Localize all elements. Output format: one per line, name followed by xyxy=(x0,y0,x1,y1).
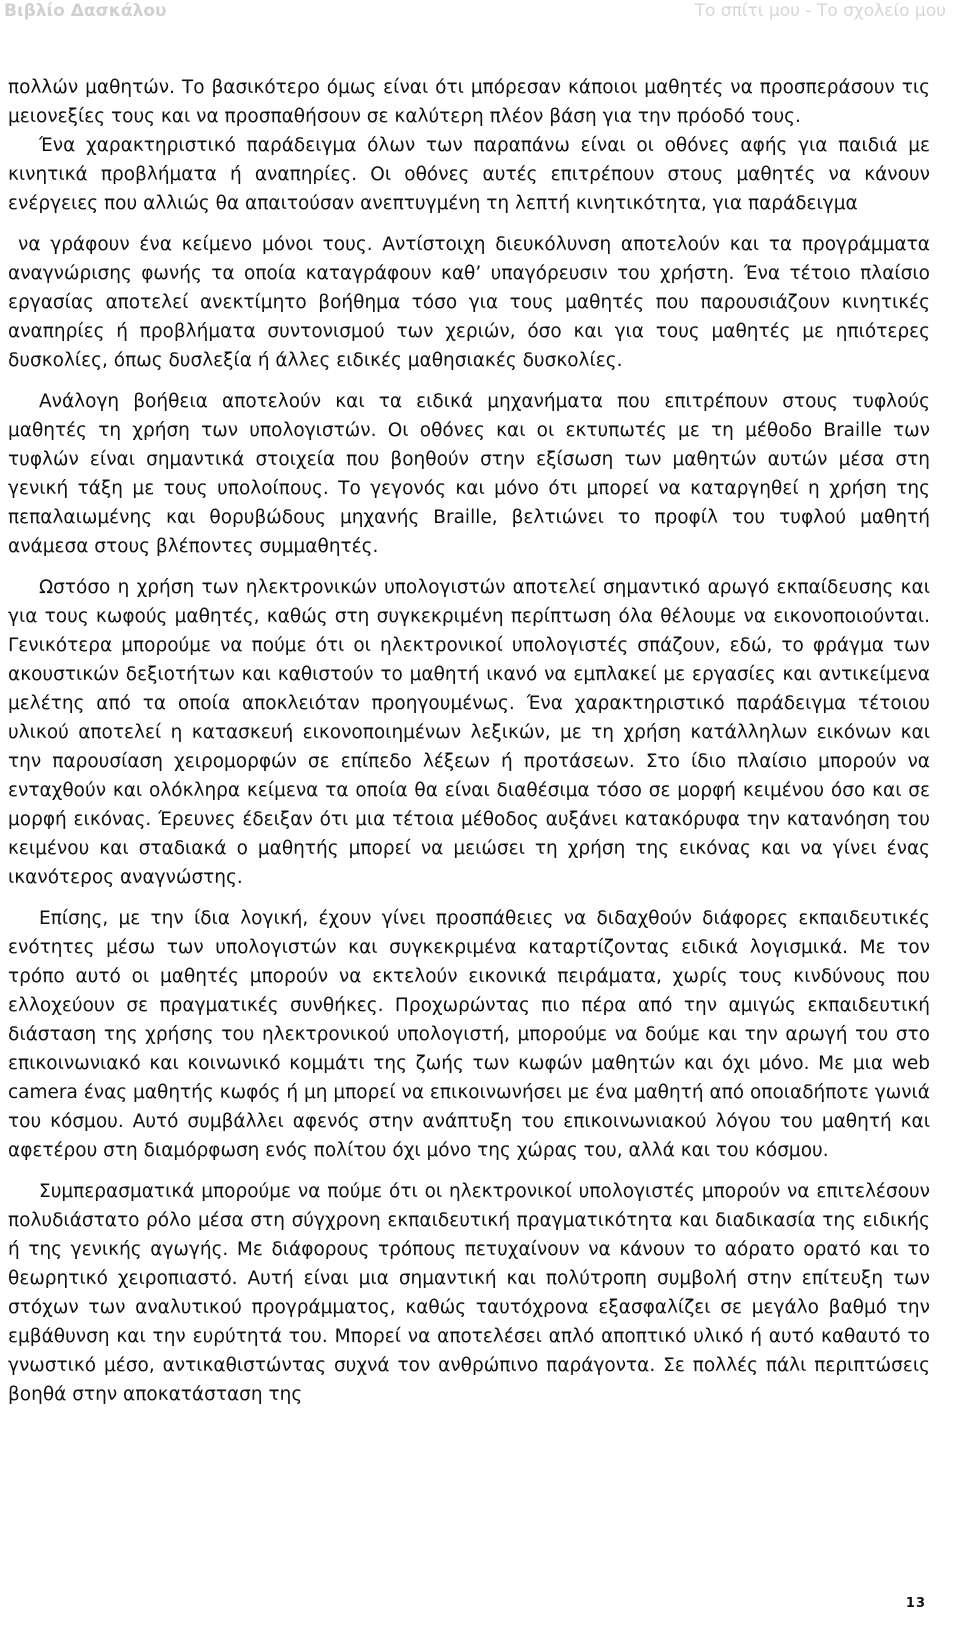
paragraph: Ωστόσο η χρήση των ηλεκτρονικών υπολογιστών αποτελεί σημαντικό αρωγό εκπαίδευσης και για τους κωφούς μαθητές, καθώς στη συγκεκριμένη περίπτωση όλα θέλουμε να εικονοποιούνται. Γενικότερα μπορούμε να πούμε ότι οι ηλεκτρονικοί υπολογιστές σπάζουν, εδώ, το φράγμα των ακουστικών δεξιοτήτων και καθιστούν το μαθητή ικανό να εμπλακεί με εργασίες και αντικείμενα μελέτης από τα οποία αποκλειόταν προηγουμένως. Ένα χαρακτηριστικό παράδειγμα τέτοιου υλικού αποτελεί η κατασκευή εικονοποιημένων λεξικών, με τη χρήση κατάλληλων εικόνων και την παρουσίαση χειρομορφών σε επίπεδο λέξεων ή προτάσεων. Στο ίδιο πλαίσιο μπορούν να ενταχθούν και ολόκληρα κείμενα τα οποία θα είναι διαθέσιμα τόσο σε μορφή κειμένου όσο και σε μορφή εικόνας. Έρευνες έδειξαν ότι μια τέτοια μέθοδος αυξάνει κατακόρυφα την κατανόηση του κειμένου και σταδιακά ο μαθητής μπορεί να μειώσει τη χρήση της εικόνας και να γίνει ένας ικανότερος αναγνώστης. xyxy=(8,577,930,888)
chapter-title: Το σπίτι μου - Το σχολείο μου xyxy=(694,1,946,21)
page-number: 13 xyxy=(905,1596,926,1611)
paragraph: Ένα χαρακτηριστικό παράδειγμα όλων των παραπάνω είναι οι οθόνες αφής για παιδιά με κινητικά προβλήματα ή αναπηρίες. Οι οθόνες αυτές επιτρέπουν στους μαθητές να κάνουν ενέργειες που αλλιώς θα απαιτούσαν ανεπτυγμένη τη λεπτή κινητικότητα, για παράδειγμα xyxy=(8,135,930,214)
paragraph: πολλών μαθητών. Το βασικότερο όμως είναι ότι μπόρεσαν κάποιοι μαθητές να προσπεράσουν τις μειονεξίες τους και να προσπαθήσουν σε καλύτερη πλέον βάση για την πρόοδό τους. xyxy=(8,77,930,127)
book-title: Βιβλίο Δασκάλου xyxy=(4,1,167,21)
paragraph: Ανάλογη βοήθεια αποτελούν και τα ειδικά μηχανήματα που επιτρέπουν στους τυφλούς μαθητές τη χρήση των υπολογιστών. Οι οθόνες και οι εκτυπωτές με τη μέθοδο Braille των τυφλών είναι σημαντικά στοιχεία που βοηθούν στην εξίσωση των μαθητών αυτών μέσα στη γενική τάξη με τους υπολοίπους. Το γεγονός και μόνο ότι μπορεί να καταργηθεί η χρήση της πεπαλαιωμένης και θορυβώδους μηχανής Braille, βελτιώνει το προφίλ του τυφλού μαθητή ανάμεσα στους βλέποντες συμμαθητές. xyxy=(8,391,930,557)
paragraph: Επίσης, με την ίδια λογική, έχουν γίνει προσπάθειες να διδαχθούν διάφορες εκπαιδευτικές ενότητες μέσω των υπολογιστών και συγκεκριμένα καταρτίζοντας ειδικά λογισμικά. Με τον τρόπο αυτό οι μαθητές μπορούν να εκτελούν εικονικά πειράματα, χωρίς τους κινδύνους που ελλοχεύουν σε πραγματικές συνθήκες. Προχωρώντας πιο πέρα από την αμιγώς εκπαιδευτική διάσταση της χρήσης του ηλεκτρονικού υπολογιστή, μπορούμε να δούμε και την αρωγή του στο επικοινωνιακό και κοινωνικό κομμάτι της ζωής των κωφών μαθητών και όχι μόνο. Με μια web camera ένας μαθητής κωφός ή μη μπορεί να επικοινωνήσει με ένα μαθητή από οποιαδήποτε γωνιά του κόσμου. Αυτό συμβάλλει αφενός στην ανάπτυξη του επικοινωνιακού λόγου του μαθητή και αφετέρου στη διαμόρφωση ενός πολίτου όχι μόνο της χώρας του, αλλά και του κόσμου. xyxy=(8,908,930,1161)
paragraph: να γράφουν ένα κείμενο μόνοι τους. Αντίστοιχη διευκόλυνση αποτελούν και τα προγράμματα αναγνώρισης φωνής τα οποία καταγράφουν καθ’ υπαγόρευσιν του χρήστη. Ένα τέτοιο πλαίσιο εργασίας αποτελεί ανεκτίμητο βοήθημα τόσο για τους μαθητές που παρουσιάζουν κινητικές αναπηρίες ή προβλήματα συντονισμού των χεριών, όσο και για τους μαθητές με ηπιότερες δυσκολίες, όπως δυσλεξία ή άλλες ειδικές μαθησιακές δυσκολίες. xyxy=(8,234,930,371)
page-body xyxy=(8,73,930,1409)
page-header xyxy=(0,0,960,24)
paragraph: Συμπερασματικά μπορούμε να πούμε ότι οι ηλεκτρονικοί υπολογιστές μπορούν να επιτελέσουν πολυδιάστατο ρόλο μέσα στη σύγχρονη εκπαιδευτική πραγματικότητα και διαδικασία της ειδικής ή της γενικής αγωγής. Με διάφορους τρόπους πετυχαίνουν να κάνουν το αόρατο ορατό και το θεωρητικό χειροπιαστό. Αυτή είναι μια σημαντική και πολύτροπη συμβολή στην επίτευξη των στόχων των αναλυτικού προγράμματος, καθώς ταυτόχρονα εξασφαλίζει σε μεγάλο βαθμό την εμβάθυνση και την ευρύτητά του. Μπορεί να αποτελέσει απλό αποπτικό υλικό ή αυτό καθαυτό το γνωστικό μέσο, αντικαθιστώντας συχνά τον ανθρώπινο παράγοντα. Σε πολλές πάλι περιπτώσεις βοηθά στην αποκατάσταση της xyxy=(8,1181,930,1405)
